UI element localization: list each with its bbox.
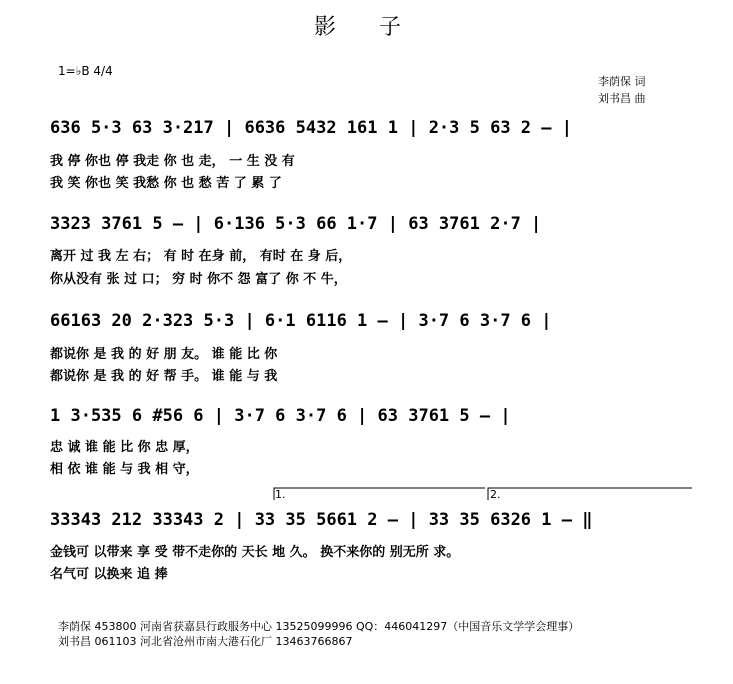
notes-row-1: 636 5·3 63 3·217 | 6636 5432 161 1 | 2·3 5 63 2 – |	[50, 118, 572, 138]
footer-line-2: 刘书昌 061103 河北省沧州市南大港石化厂 13463766867	[58, 635, 353, 648]
notes-row-3: 66163 20 2·323 5·3 | 6·1 6116 1 – | 3·7 6 3·7 6 |	[50, 311, 552, 331]
notes-row-2: 3323 3761 5 – | 6·136 5·3 66 1·7 | 63 3761 2·7 |	[50, 214, 542, 234]
footer-line-1: 李荫保 453800 河南省获嘉县行政服务中心 13525099996 QQ：446041297（中国音乐文学学会理事）	[58, 620, 580, 633]
lyrics-row-3-verse-1: 都说你 是 我 的 好 朋 友。 谁 能 比 你	[50, 347, 278, 362]
lyrics-row-5-verse-1: 金钱可 以带来 享 受 带不走你的 天长 地 久。 换不来你的 别无所 求。	[50, 545, 460, 560]
volta-2-label: 2.	[490, 488, 501, 501]
lyrics-row-2-verse-1: 离开 过 我 左 右； 有 时 在身 前， 有时 在 身 后，	[50, 249, 352, 264]
lyrics-row-5-verse-2: 名气可 以换来 追 捧	[50, 567, 168, 582]
lyrics-row-2-verse-2: 你从没有 张 过 口； 穷 时 你不 怨 富了 你 不 牛，	[50, 272, 347, 287]
key-signature: 1=♭B 4/4	[58, 64, 113, 78]
song-title: 影 子	[314, 15, 419, 40]
volta-1-label: 1.	[275, 488, 286, 501]
notes-row-5: 33343 212 33343 2 | 33 35 5661 2 – | 33 35 6326 1 – ‖	[50, 510, 593, 530]
lyrics-row-4-verse-2: 相 依 谁 能 与 我 相 守，	[50, 462, 199, 477]
lyrics-row-1-verse-1: 我 停 你也 停 我走 你 也 走， 一 生 没 有	[50, 154, 295, 169]
lyricist-credit: 李荫保 词	[598, 75, 646, 88]
lyrics-row-1-verse-2: 我 笑 你也 笑 我愁 你 也 愁 苦 了 累 了	[50, 176, 282, 191]
lyrics-row-3-verse-2: 都说你 是 我 的 好 帮 手。 谁 能 与 我	[50, 369, 278, 384]
composer-credit: 刘书昌 曲	[598, 92, 646, 105]
lyrics-row-4-verse-1: 忠 诚 谁 能 比 你 忠 厚，	[50, 440, 199, 455]
notes-row-4: 1 3·535 6 #56 6 | 3·7 6 3·7 6 | 63 3761 5 – |	[50, 406, 511, 426]
